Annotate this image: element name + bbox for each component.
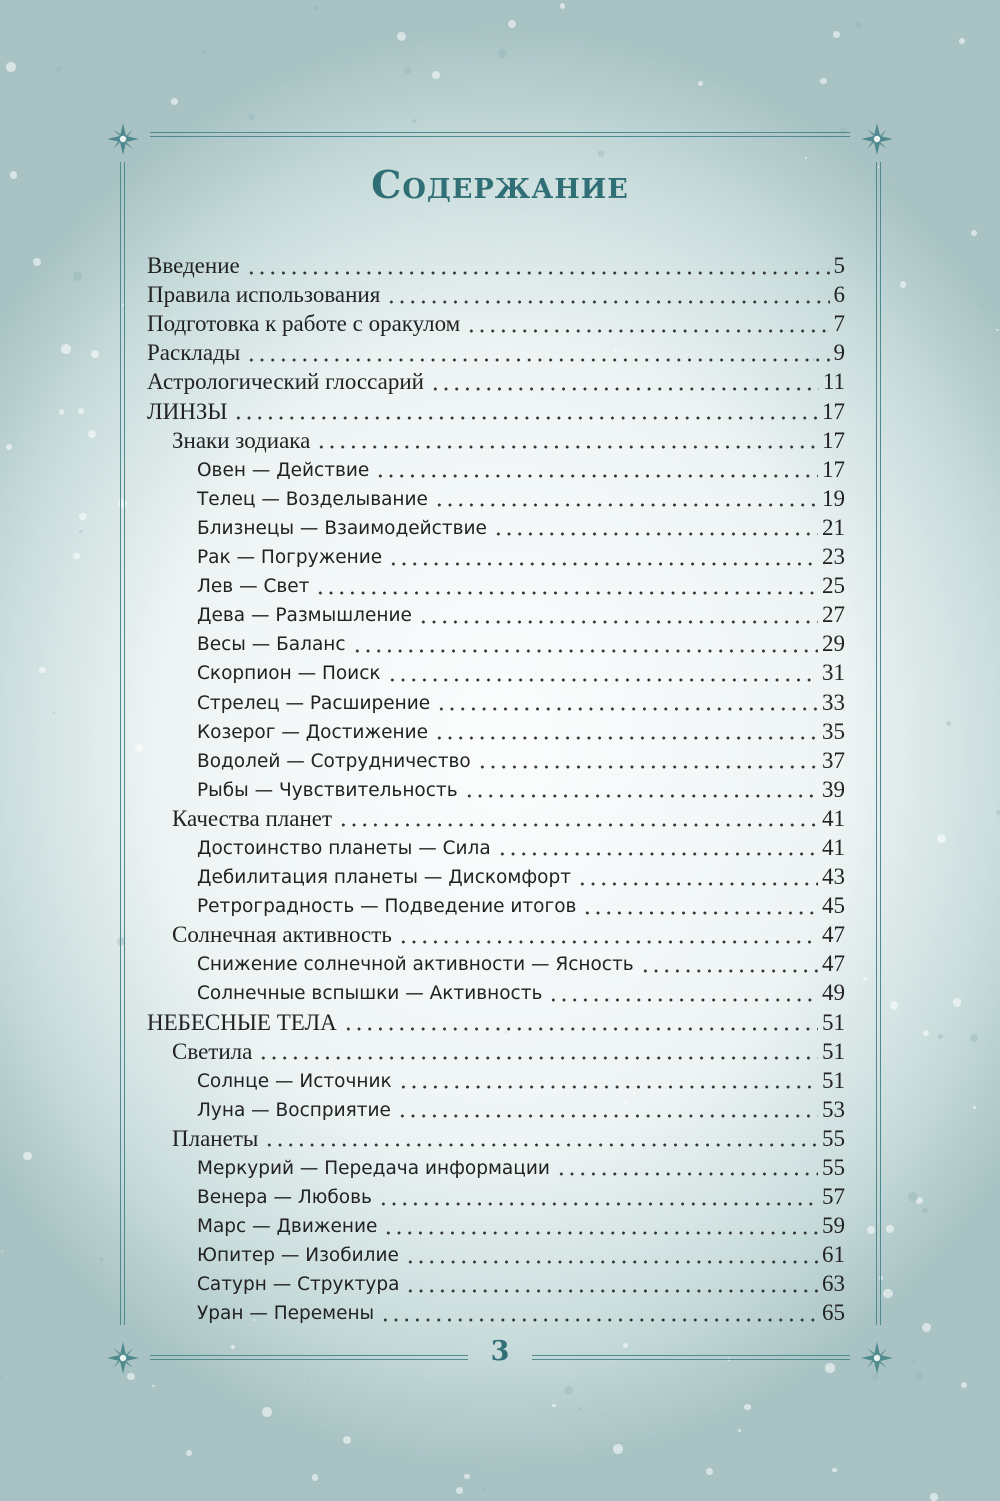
snowflake-star-icon xyxy=(860,122,894,156)
toc-entry-label: Водолей — Сотрудничество xyxy=(197,750,471,772)
dot-leader xyxy=(244,337,829,366)
toc-entry xyxy=(147,657,845,686)
toc-entry-label: Юпитер — Изобилие xyxy=(197,1245,399,1267)
toc-entry xyxy=(147,919,845,948)
toc-entry xyxy=(147,1006,845,1035)
toc-entry-label: Солнце — Источник xyxy=(197,1070,392,1092)
toc-entry-page: 27 xyxy=(822,602,845,628)
toc-entry-label: Дебилитация планеты — Дискомфорт xyxy=(197,867,571,889)
toc-entry-label: Рыбы — Чувствительность xyxy=(197,779,458,801)
toc-entry-page: 61 xyxy=(822,1242,845,1268)
frame-right-rule xyxy=(876,162,877,1325)
toc-entry-label: Достоинство планеты — Сила xyxy=(197,837,491,859)
toc-entry xyxy=(147,512,845,541)
toc-entry xyxy=(147,279,845,308)
toc-entry-page: 21 xyxy=(822,514,845,540)
toc-entry-page: 6 xyxy=(833,282,845,308)
toc-entry-page: 11 xyxy=(822,369,845,395)
toc-entry-page: 23 xyxy=(822,544,845,570)
dot-leader xyxy=(396,1065,818,1094)
dot-leader xyxy=(475,745,818,774)
toc-entry-page: 59 xyxy=(822,1213,845,1239)
toc-entry-label: Стрелец — Расширение xyxy=(197,692,431,714)
toc-entry-label: Светила xyxy=(172,1038,253,1064)
dot-leader xyxy=(231,395,818,424)
toc-entry-label: Меркурий — Передача информации xyxy=(197,1158,550,1179)
toc-entry-page: 51 xyxy=(822,1009,845,1035)
toc-entry-label: Введение xyxy=(147,253,240,279)
dot-leader xyxy=(341,1006,818,1035)
toc-entry-page: 39 xyxy=(822,776,845,802)
toc-entry-label: Планеты xyxy=(172,1125,259,1151)
toc-entry-page: 41 xyxy=(822,834,845,860)
toc-entry-label: Скорпион — Поиск xyxy=(197,663,381,685)
toc-entry xyxy=(147,425,845,454)
toc-entry-label: Солнечные вспышки — Активность xyxy=(197,983,543,1005)
toc-entry-page: 53 xyxy=(822,1096,845,1122)
toc-entry-label: Расклады xyxy=(147,340,241,366)
toc-entry-page: 33 xyxy=(822,689,845,715)
toc-entry-label: Правила использования xyxy=(147,282,381,308)
dot-leader xyxy=(580,890,818,919)
toc-entry xyxy=(147,483,845,512)
toc-entry-label: Весы — Баланс xyxy=(197,634,346,656)
toc-entry-label: Телец — Возделывание xyxy=(197,488,428,510)
toc-entry xyxy=(147,1181,845,1210)
dot-leader xyxy=(384,279,829,308)
table-of-contents xyxy=(147,250,845,1326)
dot-leader xyxy=(403,1239,818,1268)
toc-entry xyxy=(147,977,845,1006)
toc-entry-page: 17 xyxy=(822,427,845,453)
dot-leader xyxy=(396,919,818,948)
toc-entry-label: Подготовка к работе с оракулом xyxy=(147,311,461,337)
toc-entry xyxy=(147,250,845,279)
toc-entry xyxy=(147,454,845,483)
toc-entry xyxy=(147,570,845,599)
toc-entry-page: 25 xyxy=(822,573,845,599)
toc-entry-page: 43 xyxy=(822,864,845,890)
toc-entry-label: Козерог — Достижение xyxy=(197,721,429,743)
dot-leader xyxy=(554,1152,818,1181)
toc-entry xyxy=(147,1239,845,1268)
dot-leader xyxy=(373,454,818,483)
toc-entry-page: 49 xyxy=(822,980,845,1006)
dot-leader xyxy=(395,1094,818,1123)
dot-leader xyxy=(495,832,818,861)
dot-leader xyxy=(416,599,818,628)
dot-leader xyxy=(546,977,818,1006)
toc-entry xyxy=(147,366,845,395)
dot-leader xyxy=(638,948,818,977)
toc-entry xyxy=(147,1094,845,1123)
toc-entry xyxy=(147,948,845,977)
toc-entry-label: Марс — Движение xyxy=(197,1216,378,1238)
toc-entry xyxy=(147,1123,845,1152)
toc-entry-page: 55 xyxy=(822,1125,845,1151)
toc-entry xyxy=(147,599,845,628)
toc-entry-page: 9 xyxy=(833,340,845,366)
toc-entry-page: 17 xyxy=(822,456,845,482)
dot-leader xyxy=(434,686,818,715)
toc-entry-page: 65 xyxy=(822,1300,845,1326)
dot-leader xyxy=(313,570,818,599)
toc-entry xyxy=(147,1297,845,1326)
dot-leader xyxy=(314,425,818,454)
toc-entry-page: 57 xyxy=(822,1184,845,1210)
dot-leader xyxy=(403,1268,818,1297)
toc-entry-label: Венера — Любовь xyxy=(197,1187,372,1209)
toc-entry xyxy=(147,541,845,570)
toc-entry xyxy=(147,337,845,366)
dot-leader xyxy=(462,774,818,803)
dot-leader xyxy=(575,861,818,890)
snowflake-star-icon xyxy=(106,122,140,156)
dot-leader xyxy=(464,308,829,337)
frame-top-rule xyxy=(150,132,850,133)
toc-entry-label: Астрологический глоссарий xyxy=(147,369,424,395)
toc-entry-label: НЕБЕСНЫЕ ТЕЛА xyxy=(147,1009,337,1035)
toc-entry-page: 47 xyxy=(822,951,845,977)
toc-entry-page: 29 xyxy=(822,631,845,657)
toc-entry-page: 41 xyxy=(822,805,845,831)
toc-entry-label: Сатурн — Структура xyxy=(197,1274,400,1296)
toc-entry xyxy=(147,1065,845,1094)
toc-entry-label: Рак — Погружение xyxy=(197,547,383,569)
dot-leader xyxy=(491,512,818,541)
dot-leader xyxy=(385,657,818,686)
toc-entry xyxy=(147,803,845,832)
toc-entry xyxy=(147,395,845,424)
toc-entry-label: Близнецы — Взаимодействие xyxy=(197,517,487,539)
toc-entry-page: 51 xyxy=(822,1038,845,1064)
dot-leader xyxy=(262,1123,818,1152)
toc-entry xyxy=(147,308,845,337)
dot-leader xyxy=(381,1210,818,1239)
toc-entry-label: Снижение солнечной активности — Ясность xyxy=(197,954,634,976)
toc-entry-page: 35 xyxy=(822,718,845,744)
toc-entry-page: 31 xyxy=(822,660,845,686)
toc-entry-page: 55 xyxy=(822,1155,845,1180)
toc-entry-page: 5 xyxy=(833,253,845,279)
toc-entry-page: 19 xyxy=(822,485,845,511)
toc-entry-page: 63 xyxy=(822,1271,845,1297)
dot-leader xyxy=(350,628,818,657)
toc-entry xyxy=(147,832,845,861)
toc-entry xyxy=(147,716,845,745)
toc-entry-label: Овен — Действие xyxy=(197,459,370,481)
toc-entry-page: 51 xyxy=(822,1067,845,1093)
toc-entry xyxy=(147,1268,845,1297)
dot-leader xyxy=(432,716,818,745)
toc-entry-label: Луна — Восприятие xyxy=(197,1099,391,1121)
toc-entry xyxy=(147,890,845,919)
toc-entry-page: 17 xyxy=(822,398,845,424)
toc-entry xyxy=(147,686,845,715)
dot-leader xyxy=(432,483,818,512)
toc-entry-label: Солнечная активность xyxy=(172,922,392,948)
toc-entry-page: 7 xyxy=(833,311,845,337)
dot-leader xyxy=(256,1036,818,1065)
toc-entry-label: Качества планет xyxy=(172,805,333,831)
toc-entry xyxy=(147,861,845,890)
toc-entry-label: ЛИНЗЫ xyxy=(147,398,228,424)
toc-entry xyxy=(147,774,845,803)
dot-leader xyxy=(428,366,819,395)
toc-entry-label: Знаки зодиака xyxy=(172,427,311,453)
toc-entry xyxy=(147,1210,845,1239)
dot-leader xyxy=(386,541,818,570)
dot-leader xyxy=(336,803,818,832)
toc-entry-label: Ретроградность — Подведение итогов xyxy=(197,896,577,918)
frame-left-rule xyxy=(120,162,121,1325)
toc-entry xyxy=(147,1152,845,1181)
toc-entry-label: Лев — Свет xyxy=(197,576,310,598)
toc-entry-page: 37 xyxy=(822,747,845,773)
toc-entry-page: 47 xyxy=(822,922,845,948)
page-number: 3 xyxy=(490,1336,510,1367)
dot-leader xyxy=(378,1297,818,1326)
toc-entry-label: Уран — Перемены xyxy=(197,1303,375,1325)
toc-entry xyxy=(147,1036,845,1065)
toc-entry xyxy=(147,628,845,657)
toc-entry xyxy=(147,745,845,774)
dot-leader xyxy=(376,1181,818,1210)
toc-entry-label: Дева — Размышление xyxy=(197,605,412,627)
toc-entry-page: 45 xyxy=(822,893,845,919)
page-title: Содержание xyxy=(371,162,629,207)
dot-leader xyxy=(244,250,830,279)
